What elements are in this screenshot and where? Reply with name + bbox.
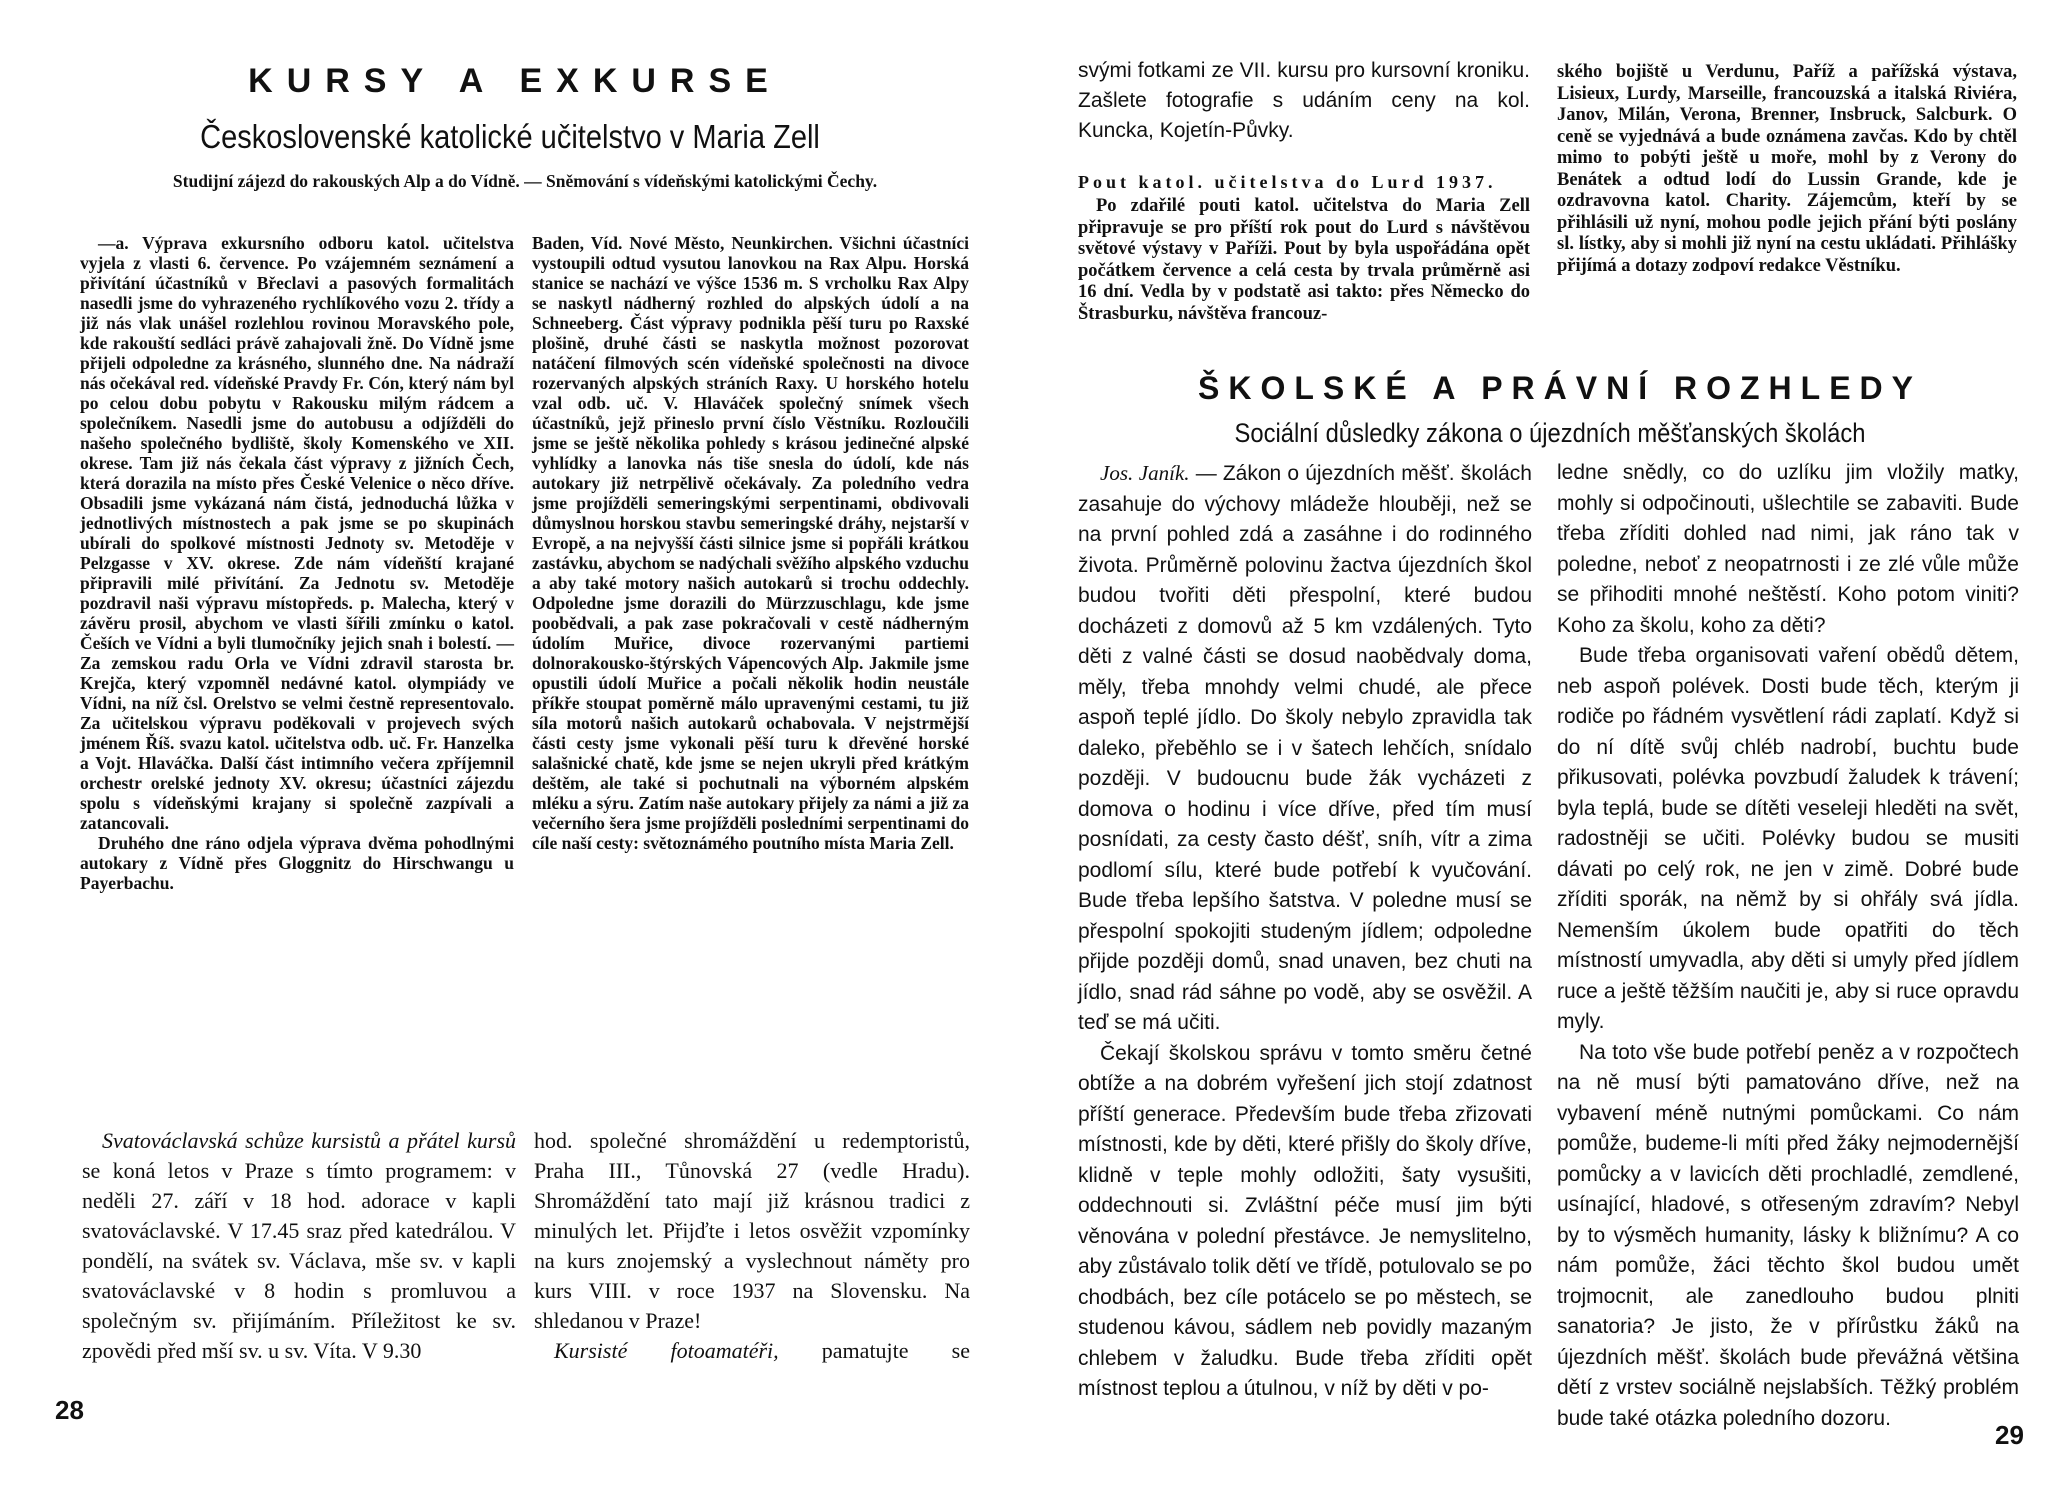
article-column-2 <box>532 233 969 853</box>
paragraph: Po zdařilé pouti katol. učitelstva do Maria Zell připravuje se pro příští rok pout do Lurd s návštěvou světové výstavy v Paříži. Pout by byla uspořádána opět počátkem července a celá cesta by trvala průměrně asi 16 dní. Vedla by v podstatě asi takto: přes Německo do Štrasburku, návštěva francouz- <box>1078 196 1530 324</box>
lourdes-heading: Pout katol. učitelstva do Lurd 1937. <box>1078 172 1497 192</box>
paragraph: —a. Výprava exkursního odboru katol. učitelstva vyjela z vlasti 6. července. Po vzájemném seznámení a přivítání účastníků v Břeclavi a pasových formalitách nasedli jsme do vyhrazeného rychlíkového vozu 2. třídy a již nás vlak unášel rozlehlou rovinou Moravského pole, kde rakouští sedláci právě zahajovali žně. Do Vídně jsme přijeli odpoledne za krásného, slunného dne. Na nádraží nás očekával red. vídeňské Pravdy Fr. Cón, který nám byl po celou dobu pobytu v Rakousku milým rádcem a společníkem. Nasedli jsme do autobusu a odjížděli do našeho společného bydliště, školy Komenského ve XII. okrese. Tam již nás čekala část výpravy z jižních Čech, která dorazila na místo přes České Velenice o něco dříve. Obsadili jsme vykázaná nám čistá, jednoduchá lůžka v jednotlivých místnostech a pak jsme se po skupinách ubírali do spolkové místnosti Jednoty sv. Metoděje v Pelzgasse v XV. okrese. Zde nám vídeňští krajané připravili milé přivítání. Za Jednotu sv. Metoděje pozdravil naši výpravu místopředs. p. Malecha, který v závěru prosil, abychom ve vlasti šířili zmínku o katol. Češích ve Vídni a byli tlumočníky jejich snah i bolestí. — Za zemskou radu Orla ve Vídni zdravil starosta br. Krejča, který vzpomněl nedávné katol. olympiády ve Vídni, na níž čsl. Orelstvo se velmi čestně representovalo. Za učitelskou výpravu poděkovali v projevech svých jménem Říš. svazu katol. učitelstva odb. uč. Fr. Hanzelka a Vojt. Hlaváčka. Další část intimního večera zpříjemnil orchestr orelské jednoty XV. okresu; účastníci zájezdu spolu s vídeňskými krajany si společně zazpívali a zatancovali. <box>80 233 514 833</box>
notice-text: se koná letos v Praze s tímto programem: v neděli 27. září v 18 hod. adorace v kapli svatováclavské. V 17.45 sraz před katedrálou. V pondělí, na svátek sv. Václava, mše sv. v kapli svatováclavské v 8 hodin s promluvou a společným sv. přijímáním. Příležitost ke sv. zpovědi před mší sv. u sv. Víta. V 9.30 <box>82 1158 516 1363</box>
article-subtitle: Studijní zájezd do rakouských Alp a do Vídně. — Sněmování s vídeňskými katolickými Čechy. <box>172 171 878 191</box>
page-number: 29 <box>1995 1420 2024 1450</box>
law-column-2 <box>1557 458 2019 1434</box>
section-title-kursy: KURSY A EXKURSE <box>248 62 782 100</box>
article-column-1 <box>80 233 514 893</box>
article-title-maria-zell: Československé katolické učitelstvo v Maria Zell <box>200 118 820 155</box>
paragraph <box>1078 458 1532 1039</box>
notice-column-2 <box>534 1126 970 1366</box>
paragraph-text: — Zákon o újezdních měšť. školách zasahuje do výchovy mládeže hlouběji, než se na první pohled zdá a zasáhne i do rodinného života. Průměrně polovinu žactva újezdních škol budou tvořiti děti přespolní, které budou docházeti z domovů až 5 km vzdálených. Tyto děti z valné části se dosud naobědvaly doma, měly, třeba mnohdy velmi chudé, ale přece aspoň teplé jídlo. Do školy nebylo zpravidla tak daleko, přeběhlo se i v šatech lehčích, snídalo později. V budoucnu bude žák vycházeti z domova o hodinu i více dříve, před tím musí posnídati, za cesty často déšť, sníh, vítr a zima podlomí sílu, které bude potřebí k vyučování. Bude třeba lepšího šatstva. V poledne musí se přespolní spokojiti studeným jídlem; odpoledne přijde později domů, snad unaven, bez chuti na jídlo, snad rád sáhne po vodě, aby se osvěžil. A teď se má učiti. <box>1078 462 1532 1034</box>
lourdes-column-2 <box>1557 62 2017 277</box>
photo-notice-continued: svými fotkami ze VII. kursu pro kursovní kroniku. Zašlete fotografie s udáním ceny na kol. Kuncka, Kojetín-Půvky. <box>1078 59 1530 142</box>
paragraph: ského bojiště u Verdunu, Paříž a pařížská výstava, Lisieux, Lurdy, Marseille, francouzská a italská Riviéra, Janov, Milán, Verona, Brenner, Insbruck, Salcburk. O ceně se vyjednává a bude oznámena zavčas. Kdo by chtěl mimo to pobýti ještě u moře, mohl by z Verony do Benátek a odtud lodí do Lussin Grande, kde je ozdravovna katol. Charity. Zájemcům, kteří by se přihlásili už nyní, mohou podle jejich přání býti poslány sl. lístky, aby si mohli již nyní na cestu ukládati. Přihlášky přijímá a dotazy zodpoví redakce Věstníku. <box>1557 62 2017 276</box>
author: Jos. Janík. <box>1100 461 1190 485</box>
notice-column-1 <box>82 1126 516 1366</box>
photo-notice-text: pamatujte se <box>821 1338 971 1363</box>
paragraph: Druhého dne ráno odjela výprava dvěma pohodlnými autokary z Vídně přes Gloggnitz do Hirschwangu u Payerbachu. <box>80 833 514 893</box>
article-title-social: Sociální důsledky zákona o újezdních měšťanských školách <box>1234 418 1866 448</box>
photo-notice-lead: Kursisté fotoamatéři, <box>554 1338 779 1363</box>
paragraph: Na toto vše bude potřebí peněz a v rozpočtech na ně musí býti pamatováno dříve, než na vybavení méně nutnými pomůckami. Co nám pomůže, budeme-li míti před žáky nejmodernější pomůcky a v lavicích děti prochladlé, zemdlené, usínající, hladové, s otřeseným zdravím? Nebyl by to výsměch humanity, lásky k bližnímu? A co nám pomůže, žáci těchto škol budou umět trojmocnit, ale zanedlouho budou plniti sanatoria? Je jisto, že v přírůstku žáků na újezdních měšť. školách bude převážná většina dětí z vrstev sociálně nejslabších. Těžký problém bude také otázka poledního dozoru. <box>1557 1040 2019 1430</box>
paragraph: Baden, Víd. Nové Město, Neunkirchen. Všichni účastníci vystoupili odtud vysutou lanovkou na Rax Alpu. Horská stanice se nachází ve výšce 1536 m. S vrcholku Rax Alpy se naskytl nádherný rozhled do alpských údolí a na Schneeberg. Část výpravy podnikla pěší turu po Raxské plošině, druhé části se naskytla možnost pozorovat natáčení filmových scén vídeňské společnosti na divoce rozervaných alpských stráních Raxy. U horského hotelu vzal odb. uč. V. Hlaváček společný snímek všech účastníků, jejž přineslo první číslo Věstníku. Rozloučili jsme se ještě několika pohledy s krásou jedinečné alpské vyhlídky a lanovka nás tiše snesla do údolí, kde nás autokary již netrpělivě očekávaly. Za poledního vedra jsme projížděli semeringskými serpentinami, obdivovali důmyslnou horskou stavbu semeringské dráhy, nejstarší v Evropě, a na nejvyšší části silnice jsme si popřáli krátkou zastávku, abychom se nadýchali svěžího alpského vzduchu a aby také motory našich autokarů si trochu oddechly. Odpoledne jsme dorazili do Mürzzuschlagu, kde jsme poobědvali, a pak zase pokračovali v cestě nádherným údolím Muřice, divoce rozervanými partiemi dolnorakousko-štýrských Vápencových Alp. Jakmile jsme opustili údolí Muřice a počali několik hodin neustále příkře stoupat poměrně málo upravenými cestami, tu již síla motorů našich autokarů ochabovala. V nejstrmější části cesty jsme vykonali pěší turu k dřevěné horské salašnické chatě, kde jsme se nejen ukryli před krátkým deštěm, ale také si pochutnali na výborném alpském mléku a sýru. Zatím naše autokary přijely za námi a již za večerního šera jsme projížděli posledními serpentinami do cíle naší cesty: světoznámého poutního místa Maria Zell. <box>532 233 969 853</box>
paragraph: Čekají školskou správu v tomto směru četné obtíže a na dobrém vyřešení jich stojí zdatnost příští generace. Především bude třeba zřizovati místnosti, kde by děti, které přišly do školy dříve, klidně v teple mohly odložiti, šaty vysušiti, oddechnouti si. Zvláštní péče musí jim býti věnována v polední přestávce. Je nemyslitelno, aby zůstávalo tolik dětí ve třídě, potulovalo se po chodbách, bez cíle potácelo se po městech, se studenou kávou, sádlem neb povidly mazaným chlebem v žaludku. Bude třeba zříditi opět místnost teplou a útulnou, v níž by děti v po- <box>1078 1041 1532 1400</box>
notice-lead: Svatováclavská schůze kursistů a přátel kursů <box>102 1128 516 1153</box>
paragraph: Bude třeba organisovati vaření obědů dětem, neb aspoň polévek. Dosti bude těch, kterým ji rodiče po řádném vysvětlení rádi zaplatí. Když si do ní dítě svůj chléb nadrobí, buchtu bude přikusovati, polévka povzbudí žaludek k trávení; byla teplá, bude se dítěti veseleji hleděti na svět, radostněji se učiti. Polévky budou se musiti dávati po celý rok, ne jen v zimě. Dobré bude zříditi sporák, na němž by si ohřály svá jídla. Nemenším úkolem bude opatřiti do těch místností umyvadla, aby děti si umyly před jídlem ruce a ještě těžším naučiti je, aby si ruce opravdu myly. <box>1557 644 2019 1033</box>
page-number: 28 <box>55 1395 84 1425</box>
lourdes-column-1 <box>1078 196 1530 325</box>
paragraph: ledne snědly, co do uzlíku jim vložily matky, mohly si odpočinouti, ušlechtile se zabaviti. Bude třeba zříditi dohled nad nimi, jak ráno tak v poledne, neboť z neopatrnosti i ze zlé vůle může se přihoditi mnohé neštěstí. Koho potom viniti? Koho za školu, koho za děti? <box>1557 461 2019 637</box>
notice-text: hod. společné shromáždění u redemptoristů, Praha III., Tůnovská 27 (vedle Hradu). Shromáždění tato mají již krásnou tradici z minulých let. Přijďte i letos osvěžit vzpomínky na kurs znojemský a vyslechnout náměty pro kurs VIII. v roce 1937 na Slovensku. Na shledanou v Praze! <box>534 1128 970 1333</box>
section-title-skolske: ŠKOLSKÉ A PRÁVNÍ ROZHLEDY <box>1198 370 1922 406</box>
law-column-1 <box>1078 458 1532 1405</box>
